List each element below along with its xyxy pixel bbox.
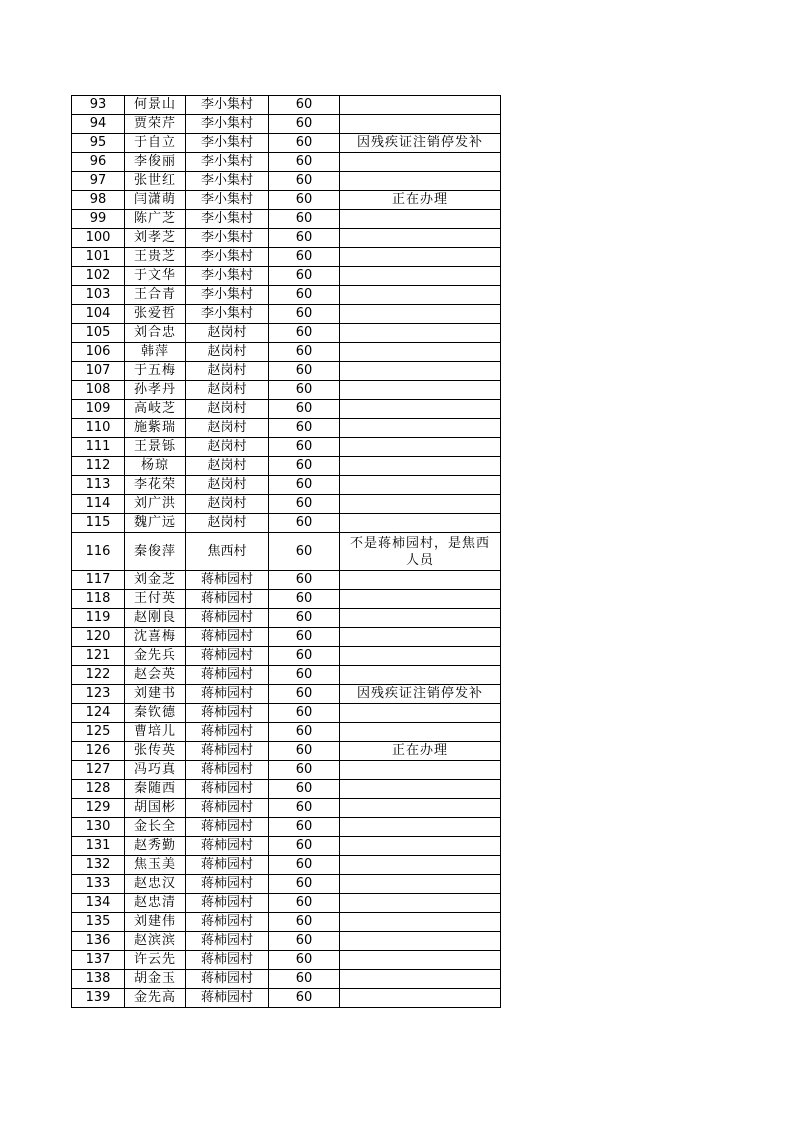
cell-name: 于五梅 [125, 362, 186, 381]
cell-note [340, 647, 501, 666]
cell-village: 蒋柿园村 [186, 704, 269, 723]
cell-village: 赵岗村 [186, 362, 269, 381]
cell-note [340, 590, 501, 609]
cell-note [340, 571, 501, 590]
cell-number: 113 [72, 476, 125, 495]
cell-note [340, 210, 501, 229]
cell-amount: 60 [269, 685, 340, 704]
cell-amount: 60 [269, 457, 340, 476]
cell-village: 蒋柿园村 [186, 780, 269, 799]
table-row [72, 438, 501, 457]
cell-name: 金先高 [125, 989, 186, 1008]
cell-name: 许云先 [125, 951, 186, 970]
cell-village: 蒋柿园村 [186, 685, 269, 704]
cell-note [340, 362, 501, 381]
cell-number: 102 [72, 267, 125, 286]
cell-number: 93 [72, 96, 125, 115]
cell-name: 金长全 [125, 818, 186, 837]
cell-name: 胡金玉 [125, 970, 186, 989]
cell-amount: 60 [269, 723, 340, 742]
cell-village: 李小集村 [186, 286, 269, 305]
table-row [72, 989, 501, 1008]
cell-village: 蒋柿园村 [186, 875, 269, 894]
cell-note [340, 267, 501, 286]
cell-village: 李小集村 [186, 210, 269, 229]
cell-amount: 60 [269, 210, 340, 229]
cell-village: 赵岗村 [186, 457, 269, 476]
cell-name: 赵会英 [125, 666, 186, 685]
cell-number: 131 [72, 837, 125, 856]
table-row [72, 381, 501, 400]
table-row [72, 590, 501, 609]
cell-note [340, 96, 501, 115]
cell-village: 蒋柿园村 [186, 837, 269, 856]
cell-amount: 60 [269, 951, 340, 970]
cell-note [340, 761, 501, 780]
cell-note [340, 666, 501, 685]
cell-note [340, 799, 501, 818]
cell-name: 何景山 [125, 96, 186, 115]
table-row [72, 305, 501, 324]
cell-village: 蒋柿园村 [186, 951, 269, 970]
cell-note [340, 229, 501, 248]
table-row [72, 362, 501, 381]
cell-number: 104 [72, 305, 125, 324]
cell-amount: 60 [269, 172, 340, 191]
cell-number: 106 [72, 343, 125, 362]
cell-amount: 60 [269, 134, 340, 153]
cell-note [340, 476, 501, 495]
cell-name: 王付英 [125, 590, 186, 609]
table-row [72, 951, 501, 970]
cell-number: 97 [72, 172, 125, 191]
cell-amount: 60 [269, 571, 340, 590]
cell-number: 112 [72, 457, 125, 476]
cell-note [340, 381, 501, 400]
cell-name: 刘建书 [125, 685, 186, 704]
cell-number: 120 [72, 628, 125, 647]
cell-number: 128 [72, 780, 125, 799]
table-row [72, 324, 501, 343]
cell-amount: 60 [269, 400, 340, 419]
cell-name: 冯巧真 [125, 761, 186, 780]
cell-amount: 60 [269, 229, 340, 248]
cell-village: 赵岗村 [186, 419, 269, 438]
cell-name: 陈广芝 [125, 210, 186, 229]
cell-number: 134 [72, 894, 125, 913]
cell-number: 108 [72, 381, 125, 400]
cell-amount: 60 [269, 115, 340, 134]
table-row [72, 495, 501, 514]
cell-village: 蒋柿园村 [186, 761, 269, 780]
cell-village: 蒋柿园村 [186, 609, 269, 628]
cell-number: 121 [72, 647, 125, 666]
table-row [72, 286, 501, 305]
cell-amount: 60 [269, 514, 340, 533]
cell-village: 蒋柿园村 [186, 989, 269, 1008]
table-row [72, 780, 501, 799]
cell-village: 赵岗村 [186, 343, 269, 362]
cell-name: 刘建伟 [125, 913, 186, 932]
cell-amount: 60 [269, 875, 340, 894]
cell-village: 李小集村 [186, 267, 269, 286]
cell-name: 杨琼 [125, 457, 186, 476]
table-row [72, 875, 501, 894]
cell-name: 韩萍 [125, 343, 186, 362]
cell-note [340, 457, 501, 476]
cell-amount: 60 [269, 609, 340, 628]
table-body [72, 96, 501, 1008]
cell-amount: 60 [269, 894, 340, 913]
cell-number: 124 [72, 704, 125, 723]
table-row [72, 742, 501, 761]
cell-number: 118 [72, 590, 125, 609]
table-row [72, 685, 501, 704]
cell-name: 赵秀勤 [125, 837, 186, 856]
cell-note [340, 438, 501, 457]
cell-note [340, 514, 501, 533]
cell-note [340, 400, 501, 419]
cell-number: 135 [72, 913, 125, 932]
cell-amount: 60 [269, 495, 340, 514]
cell-number: 133 [72, 875, 125, 894]
table-row [72, 343, 501, 362]
cell-amount: 60 [269, 191, 340, 210]
table-row [72, 837, 501, 856]
table-row [72, 609, 501, 628]
cell-amount: 60 [269, 989, 340, 1008]
table-row [72, 400, 501, 419]
cell-name: 于文华 [125, 267, 186, 286]
cell-note [340, 951, 501, 970]
cell-name: 胡国彬 [125, 799, 186, 818]
cell-amount: 60 [269, 761, 340, 780]
cell-amount: 60 [269, 267, 340, 286]
table-row [72, 571, 501, 590]
cell-note [340, 343, 501, 362]
cell-amount: 60 [269, 932, 340, 951]
cell-number: 127 [72, 761, 125, 780]
cell-amount: 60 [269, 647, 340, 666]
table-row [72, 191, 501, 210]
cell-name: 赵忠清 [125, 894, 186, 913]
cell-village: 蒋柿园村 [186, 666, 269, 685]
cell-village: 赵岗村 [186, 438, 269, 457]
table-row [72, 799, 501, 818]
cell-number: 116 [72, 533, 125, 571]
table-row [72, 856, 501, 875]
cell-name: 赵忠汉 [125, 875, 186, 894]
cell-name: 刘金芝 [125, 571, 186, 590]
cell-number: 130 [72, 818, 125, 837]
cell-number: 114 [72, 495, 125, 514]
table-row [72, 153, 501, 172]
cell-village: 李小集村 [186, 248, 269, 267]
cell-note [340, 305, 501, 324]
cell-amount: 60 [269, 533, 340, 571]
table-row [72, 761, 501, 780]
cell-number: 137 [72, 951, 125, 970]
cell-village: 蒋柿园村 [186, 932, 269, 951]
cell-number: 105 [72, 324, 125, 343]
cell-village: 李小集村 [186, 134, 269, 153]
cell-amount: 60 [269, 837, 340, 856]
cell-note: 因残疾证注销停发补 [340, 685, 501, 704]
cell-note [340, 856, 501, 875]
cell-name: 焦玉美 [125, 856, 186, 875]
table-row [72, 666, 501, 685]
cell-village: 赵岗村 [186, 400, 269, 419]
cell-note [340, 875, 501, 894]
table-row [72, 419, 501, 438]
cell-note [340, 286, 501, 305]
table-row [72, 210, 501, 229]
cell-name: 赵滨滨 [125, 932, 186, 951]
cell-village: 李小集村 [186, 229, 269, 248]
cell-name: 王贵芝 [125, 248, 186, 267]
cell-note: 正在办理 [340, 191, 501, 210]
cell-name: 金先兵 [125, 647, 186, 666]
cell-number: 101 [72, 248, 125, 267]
cell-village: 李小集村 [186, 96, 269, 115]
cell-amount: 60 [269, 476, 340, 495]
cell-number: 109 [72, 400, 125, 419]
cell-number: 115 [72, 514, 125, 533]
cell-name: 张传英 [125, 742, 186, 761]
cell-village: 蒋柿园村 [186, 894, 269, 913]
cell-amount: 60 [269, 628, 340, 647]
cell-name: 刘合忠 [125, 324, 186, 343]
cell-name: 赵刚良 [125, 609, 186, 628]
cell-village: 蒋柿园村 [186, 818, 269, 837]
cell-village: 蒋柿园村 [186, 970, 269, 989]
cell-name: 张世红 [125, 172, 186, 191]
table-row [72, 818, 501, 837]
cell-amount: 60 [269, 590, 340, 609]
cell-name: 贾荣芹 [125, 115, 186, 134]
cell-amount: 60 [269, 438, 340, 457]
table-row [72, 932, 501, 951]
cell-village: 蒋柿园村 [186, 856, 269, 875]
cell-amount: 60 [269, 96, 340, 115]
cell-amount: 60 [269, 742, 340, 761]
cell-note [340, 704, 501, 723]
cell-village: 李小集村 [186, 172, 269, 191]
cell-village: 赵岗村 [186, 324, 269, 343]
cell-note [340, 172, 501, 191]
cell-number: 110 [72, 419, 125, 438]
table-row [72, 533, 501, 571]
table-row [72, 894, 501, 913]
table-row [72, 172, 501, 191]
cell-number: 125 [72, 723, 125, 742]
cell-amount: 60 [269, 305, 340, 324]
table-row [72, 134, 501, 153]
table-row [72, 913, 501, 932]
cell-number: 95 [72, 134, 125, 153]
table-row [72, 267, 501, 286]
cell-number: 132 [72, 856, 125, 875]
table-row [72, 628, 501, 647]
cell-name: 秦钦德 [125, 704, 186, 723]
cell-number: 100 [72, 229, 125, 248]
table-row [72, 229, 501, 248]
cell-name: 秦俊萍 [125, 533, 186, 571]
table-row [72, 647, 501, 666]
cell-amount: 60 [269, 153, 340, 172]
cell-number: 107 [72, 362, 125, 381]
cell-name: 李花荣 [125, 476, 186, 495]
table-row [72, 514, 501, 533]
table-row [72, 96, 501, 115]
cell-number: 126 [72, 742, 125, 761]
cell-note [340, 248, 501, 267]
table-row [72, 723, 501, 742]
cell-number: 103 [72, 286, 125, 305]
cell-number: 129 [72, 799, 125, 818]
cell-amount: 60 [269, 343, 340, 362]
cell-amount: 60 [269, 362, 340, 381]
cell-number: 119 [72, 609, 125, 628]
table-row [72, 970, 501, 989]
cell-amount: 60 [269, 818, 340, 837]
cell-number: 138 [72, 970, 125, 989]
cell-amount: 60 [269, 286, 340, 305]
cell-name: 王合青 [125, 286, 186, 305]
cell-amount: 60 [269, 799, 340, 818]
cell-note: 因残疾证注销停发补 [340, 134, 501, 153]
cell-number: 123 [72, 685, 125, 704]
cell-note [340, 932, 501, 951]
cell-amount: 60 [269, 666, 340, 685]
cell-note [340, 115, 501, 134]
cell-village: 蒋柿园村 [186, 590, 269, 609]
cell-village: 李小集村 [186, 115, 269, 134]
cell-name: 魏广远 [125, 514, 186, 533]
cell-number: 96 [72, 153, 125, 172]
cell-village: 蒋柿园村 [186, 913, 269, 932]
cell-note: 正在办理 [340, 742, 501, 761]
cell-name: 秦随西 [125, 780, 186, 799]
cell-village: 赵岗村 [186, 476, 269, 495]
table-row [72, 704, 501, 723]
cell-note [340, 894, 501, 913]
cell-name: 王景铄 [125, 438, 186, 457]
data-table [71, 95, 501, 1008]
cell-name: 于自立 [125, 134, 186, 153]
cell-name: 沈喜梅 [125, 628, 186, 647]
cell-number: 111 [72, 438, 125, 457]
cell-village: 赵岗村 [186, 514, 269, 533]
cell-name: 李俊丽 [125, 153, 186, 172]
cell-amount: 60 [269, 381, 340, 400]
cell-note [340, 495, 501, 514]
cell-number: 94 [72, 115, 125, 134]
cell-note [340, 780, 501, 799]
cell-village: 蒋柿园村 [186, 571, 269, 590]
cell-name: 闫潇萌 [125, 191, 186, 210]
cell-name: 高岐芝 [125, 400, 186, 419]
cell-amount: 60 [269, 856, 340, 875]
table-row [72, 476, 501, 495]
cell-note [340, 723, 501, 742]
cell-number: 99 [72, 210, 125, 229]
cell-name: 刘孝芝 [125, 229, 186, 248]
cell-name: 刘广洪 [125, 495, 186, 514]
cell-amount: 60 [269, 780, 340, 799]
cell-number: 139 [72, 989, 125, 1008]
cell-number: 98 [72, 191, 125, 210]
cell-village: 蒋柿园村 [186, 799, 269, 818]
cell-amount: 60 [269, 419, 340, 438]
cell-note: 不是蒋柿园村，是焦西人员 [340, 533, 501, 571]
cell-note [340, 628, 501, 647]
cell-village: 蒋柿园村 [186, 647, 269, 666]
cell-name: 孙孝丹 [125, 381, 186, 400]
table-row [72, 115, 501, 134]
cell-village: 蒋柿园村 [186, 742, 269, 761]
cell-name: 施紫瑞 [125, 419, 186, 438]
cell-amount: 60 [269, 913, 340, 932]
cell-amount: 60 [269, 324, 340, 343]
cell-amount: 60 [269, 970, 340, 989]
cell-note [340, 153, 501, 172]
cell-village: 赵岗村 [186, 495, 269, 514]
cell-number: 136 [72, 932, 125, 951]
cell-number: 117 [72, 571, 125, 590]
table-row [72, 248, 501, 267]
cell-village: 李小集村 [186, 305, 269, 324]
cell-note [340, 818, 501, 837]
cell-amount: 60 [269, 704, 340, 723]
cell-note [340, 419, 501, 438]
cell-amount: 60 [269, 248, 340, 267]
cell-village: 李小集村 [186, 191, 269, 210]
cell-note [340, 970, 501, 989]
cell-name: 曹培儿 [125, 723, 186, 742]
cell-note [340, 913, 501, 932]
cell-note [340, 989, 501, 1008]
cell-name: 张爱哲 [125, 305, 186, 324]
cell-village: 赵岗村 [186, 381, 269, 400]
cell-village: 焦西村 [186, 533, 269, 571]
cell-village: 李小集村 [186, 153, 269, 172]
cell-note [340, 609, 501, 628]
cell-note [340, 324, 501, 343]
table-row [72, 457, 501, 476]
cell-number: 122 [72, 666, 125, 685]
cell-village: 蒋柿园村 [186, 628, 269, 647]
cell-note [340, 837, 501, 856]
cell-village: 蒋柿园村 [186, 723, 269, 742]
